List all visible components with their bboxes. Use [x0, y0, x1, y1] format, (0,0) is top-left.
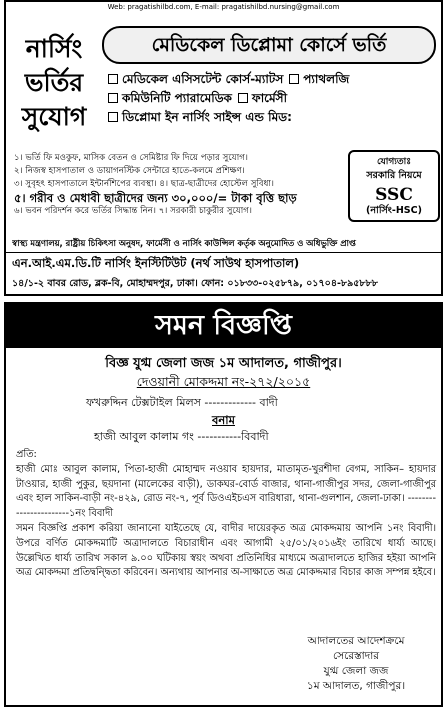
- course-item: [108, 70, 283, 89]
- notice-paragraph: সমন বিজ্ঞপ্তি প্রকাশ করিয়া জানানো যাইতেছে যে, বাদীর দায়েরকৃত অত্র মোকদ্দমায় আপনি ১নং বিবাদী। উপরে বর্ণিত মোকদ্দমাটি অত্রাদালতে বিচারাধীন এবং আগামী ২৫/০১/২০১৬ইং তারিখে ধার্য্য আছে। উল্লেখিত ধার্য্য তারিখ সকাল ৯.০০ ঘটিকায় স্বয়ং অথবা প্রতিনিধির মাধ্যমে অত্রাদালতে হাজির হইয়া আপনি অত্র মোকদ্দমা প্রতিদ্বন্দ্বিতা করিবেন। অন্যথায় আপনার অ-সাক্ষাতে অত্র মোকদ্দমার বিচার কাজ সম্পন্ন হইবে।: [16, 522, 436, 579]
- feature-list: [14, 152, 344, 218]
- feature-item: ৬। ভবন পরিদর্শন করে ভর্তির সিদ্ধান্ত নিন। ৭। সরকারী চাকুরীর সুযোগ।: [14, 205, 253, 216]
- court-name: বিজ্ঞ যুগ্ম জেলা জজ ১ম আদালত, গাজীপুর।: [105, 356, 342, 371]
- feature-item-scholarship: ৫। গরীব ও মেধাবী ছাত্রীদের জন্য ৩০,০০০/= টাকা বৃত্তি ছাড়: [14, 190, 297, 205]
- qualification-exam: SSC: [375, 185, 413, 205]
- notice-addressee: প্রতি:: [16, 449, 37, 460]
- course-item: [289, 70, 349, 89]
- checkbox-icon: [289, 74, 299, 84]
- course-label: ফার্মেসী: [251, 91, 288, 105]
- course-label: কমিউনিটি প্যারামেডিক: [122, 91, 232, 105]
- notice-paragraph: হাজী মোঃ আবুল কালাম, পিতা-হাজী মোহাম্মদ নওয়াব হায়দার, মাতামৃত-খুরশীদা বেগম, সাকিন– হায়দার টাওয়ার, হাজী পুকুর, ছয়দানা (মালেকের বাড়ী), ডাকঘর-বোর্ড বাজার, থানা-গাজীপুর সদর, জেলা-গাজীপুর এবং হাল সাকিন-বাড়ী নং-৪২৯, রোড নং-৭, পূর্ব ডিওএইচএস বারিধারা, থানা-গুলশান, জেলা-ঢাকা। -----------------------১নং বিবাদী: [16, 463, 436, 520]
- course-row: [108, 108, 438, 127]
- course-label: ডিপ্লোমা ইন নার্সিং সাইন্স এন্ড মিড:: [122, 110, 292, 124]
- ad-headline-line: সুযোগ: [21, 102, 87, 131]
- signature-line: আদালতের আদেশক্রমে: [307, 635, 405, 647]
- plaintiff-line: ফখরুদ্দিন টেক্সটাইল মিলস ------------- বাদী: [86, 396, 278, 409]
- checkbox-icon: [108, 93, 118, 103]
- signature-block: [281, 634, 431, 694]
- versus-label: বনাম: [212, 413, 235, 427]
- course-item: [108, 89, 232, 108]
- feature-item: ৩। সুবৃহৎ হাসপাতালে ইন্টার্নশিপের ব্যবস্থা। ৪। ছাত্র-ছাত্রীদের হোস্টেল সুবিধা।: [14, 179, 274, 190]
- course-row: [108, 70, 438, 89]
- institute-address: ১৪/১-২ বাবর রোড, ব্লক-বি, মোহাম্মদপুর, ঢাকা। ফোন: ০১৮৩৩-০২৫৮৭৯, ০১৭০৪-৮৯৫৮৮৮: [12, 278, 378, 289]
- signature-line: যুগ্ম জেলা জজ: [323, 665, 389, 677]
- course-row: [108, 89, 438, 108]
- signature-line: ১ম আদালত, গাজীপুর।: [306, 680, 406, 692]
- defendant-line: হাজী আবুল কালাম গং -----------বিবাদী: [94, 430, 269, 443]
- course-label: প্যাথলজি: [303, 72, 350, 86]
- ad-headline-line: ভর্তির: [24, 68, 84, 97]
- feature-item: ১। ভর্তি ফি মওকুফ, মাসিক বেতন ও সেমিষ্টার ফি দিয়ে পড়ার সুযোগ।: [14, 153, 248, 163]
- signature-line: সেরেস্তাদার: [332, 650, 380, 662]
- qualification-box: [348, 150, 440, 222]
- course-label: মেডিকেল এসিসটেন্ট কোর্স-ম্যাটস: [122, 72, 284, 86]
- qualification-label: যোগ্যতাঃ: [376, 157, 412, 167]
- checkbox-icon: [238, 93, 248, 103]
- institute-footer: [6, 252, 441, 295]
- course-list: [108, 70, 438, 127]
- summons-notice: [4, 302, 443, 707]
- ad-banner: মেডিকেল ডিপ্লোমা কোর্সে ভর্তি: [102, 26, 436, 64]
- notice-body: [16, 448, 436, 581]
- qualification-rule: সরকারি নিয়মে: [366, 170, 422, 181]
- qualification-note: (নার্সিং-HSC): [366, 205, 422, 216]
- notice-title: সমন বিজ্ঞপ্তি: [6, 304, 441, 348]
- ad-contact-line: Web: pragatishilbd.com, E-mail: pragatishilbd.nursing@gmail.com: [107, 3, 340, 11]
- checkbox-icon: [108, 112, 118, 122]
- nursing-admission-ad: [4, 0, 443, 296]
- case-number-text: দেওয়ানী মোকদ্দমা নং-২৭২/২০১৫: [136, 374, 311, 389]
- ad-headline-line: নার্সিং: [25, 34, 83, 63]
- institute-name: এন.আই.এম.ডি.টি নার্সিং ইনস্টিটিউট (নর্থ সাউথ হাসপাতাল): [12, 256, 300, 270]
- course-item: [108, 108, 292, 127]
- course-item: [238, 89, 287, 108]
- approval-line: স্বাস্থ্য মন্ত্রণালয়, রাষ্ট্রীয় চিকিৎসা অনুষদ, ফার্মেসী ও নার্সিং কাউন্সিল কর্তৃক অনুমোদিত ও অধিভুক্তি প্রাপ্ত: [12, 238, 356, 248]
- ad-headline: [12, 32, 96, 134]
- feature-item: ২। নিজস্ব হাসপাতাল ও ডায়াগনস্টিক সেন্টারে হাতে-কলমে প্রশিক্ষণ।: [14, 166, 245, 177]
- checkbox-icon: [108, 74, 118, 84]
- case-number: [6, 374, 441, 394]
